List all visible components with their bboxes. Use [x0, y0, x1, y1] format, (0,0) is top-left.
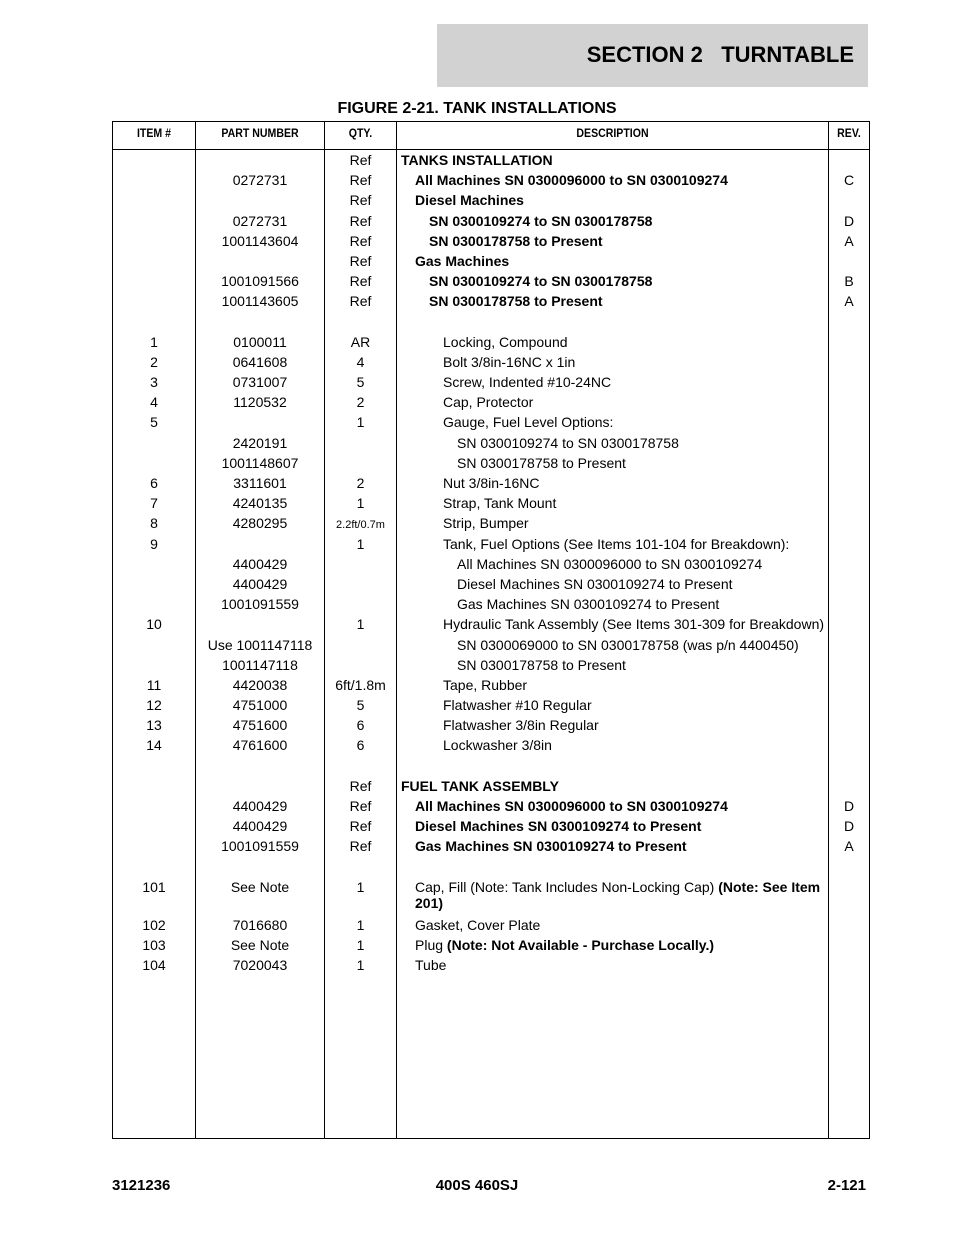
quantity: 1 [356, 878, 365, 895]
part-number: 1001143605 [221, 293, 299, 310]
table-row [113, 513, 869, 533]
parts-rows [113, 150, 869, 975]
item-number: 4 [150, 394, 158, 411]
part-number: 1120532 [233, 394, 287, 411]
description-text: Locking, Compound [443, 333, 568, 350]
description-text: Flatwasher #10 Regular [443, 697, 592, 714]
table-row [113, 574, 869, 594]
part-number: 1001091559 [221, 596, 299, 613]
description [401, 273, 825, 289]
description [401, 717, 825, 733]
description [401, 818, 825, 834]
item-number: 10 [146, 616, 162, 633]
description [401, 354, 825, 370]
quantity: 2 [356, 475, 365, 491]
part-number: 1001147118 [222, 656, 298, 673]
part-number: 1001091566 [221, 273, 299, 290]
quantity: Ref [349, 798, 372, 814]
part-number: 0100011 [233, 333, 287, 350]
description [401, 737, 825, 753]
part-number: 4420038 [232, 676, 288, 693]
description [401, 233, 825, 249]
part-number: 4751600 [232, 717, 288, 734]
section-title: SECTION 2 TURNTABLE [586, 42, 854, 67]
quantity: 4 [356, 353, 365, 370]
quantity: Ref [349, 293, 372, 310]
column-header-item: ITEM # [136, 126, 172, 140]
table-row [113, 735, 869, 755]
revision: A [844, 232, 854, 249]
revision: A [844, 293, 854, 310]
description-text: SN 0300178758 to Present [429, 232, 603, 249]
footer-page-number: 2-121 [827, 1177, 866, 1194]
description-text: Screw, Indented #10-24NC [443, 374, 612, 391]
description [401, 637, 825, 653]
description-text: SN 0300178758 to Present [429, 293, 603, 310]
description-text: All Machines SN 0300096000 to SN 0300109274 [457, 555, 763, 572]
description-text: Plug [415, 936, 447, 953]
description [401, 596, 825, 612]
table-row [113, 251, 869, 271]
description [401, 414, 825, 430]
description-text: Strap, Tank Mount [443, 495, 557, 512]
description-text: SN 0300109274 to SN 0300178758 [429, 212, 653, 229]
description-text: SN 0300178758 to Present [457, 454, 626, 471]
description-text: Diesel Machines [415, 192, 524, 209]
description-text: All Machines SN 0300096000 to SN 0300109274 [415, 172, 728, 189]
table-row [113, 453, 869, 473]
item-number: 12 [146, 697, 162, 714]
quantity: Ref [349, 838, 372, 855]
description [401, 475, 825, 491]
quantity: 1 [356, 936, 365, 953]
description [401, 374, 825, 390]
description [401, 677, 825, 693]
description-text: Gas Machines SN 0300109274 to Present [415, 838, 687, 855]
description [401, 213, 825, 229]
revision: D [843, 798, 855, 814]
table-row [113, 493, 869, 513]
description-text: Lockwasher 3/8in [443, 737, 552, 754]
description-text: Gas Machines SN 0300109274 to Present [457, 596, 720, 613]
quantity: 1 [356, 535, 365, 552]
table-row [113, 715, 869, 735]
description [401, 455, 825, 471]
parts-table [112, 121, 870, 1139]
revision: B [844, 273, 854, 290]
description [401, 556, 825, 572]
quantity: 1 [356, 957, 365, 974]
part-number: 0272731 [232, 172, 288, 189]
description-text: SN 0300178758 to Present [457, 656, 626, 673]
quantity: Ref [349, 212, 372, 229]
column-header-part-number: PART NUMBER [221, 126, 299, 140]
table-row [113, 231, 869, 251]
description-text: Nut 3/8in-16NC [443, 475, 540, 491]
column-header-description: DESCRIPTION [576, 126, 649, 140]
item-number: 104 [142, 957, 166, 974]
part-number: 4400429 [232, 575, 288, 592]
description [401, 838, 825, 854]
part-number: 4761600 [232, 737, 288, 754]
table-row [113, 935, 869, 955]
item-number: 103 [142, 936, 166, 953]
description [401, 616, 825, 632]
column-header-rev: REV. [837, 126, 861, 140]
description-text: Tape, Rubber [443, 676, 528, 693]
quantity: 1 [356, 495, 365, 512]
item-number: 7 [150, 495, 158, 512]
revision: D [843, 818, 855, 835]
description-text: Cap, Fill (Note: Tank Includes Non-Locking Cap) [415, 878, 719, 895]
description [401, 697, 825, 713]
quantity: 1 [356, 616, 365, 633]
description [401, 495, 825, 511]
table-row [113, 816, 869, 836]
part-number: See Note [230, 936, 290, 953]
description-text: Strip, Bumper [443, 515, 529, 532]
revision: C [843, 172, 855, 189]
description-text: Diesel Machines SN 0300109274 to Present [415, 818, 702, 835]
description-text: Flatwasher 3/8in Regular [443, 717, 599, 734]
description [401, 917, 825, 933]
table-row [113, 211, 869, 231]
figure-title: FIGURE 2-21. TANK INSTALLATIONS [337, 100, 617, 117]
description [401, 253, 825, 269]
part-number: 0641608 [232, 353, 288, 370]
description [401, 192, 825, 208]
blank-row [113, 312, 869, 332]
table-row [113, 473, 869, 493]
part-number: 4280295 [232, 515, 288, 532]
table-row [113, 412, 869, 432]
quantity: Ref [349, 818, 372, 835]
quantity: 2 [356, 394, 365, 411]
table-row [113, 372, 869, 392]
quantity: 5 [356, 374, 365, 391]
description-text: Diesel Machines SN 0300109274 to Present [457, 575, 733, 592]
table-row [113, 332, 869, 352]
quantity: AR [350, 333, 371, 350]
item-number: 2 [150, 353, 158, 370]
quantity: 6 [356, 717, 365, 734]
item-number: 102 [142, 916, 166, 933]
part-number: 4240135 [232, 495, 288, 512]
table-row [113, 675, 869, 695]
item-number: 13 [146, 717, 162, 734]
blank-row [113, 756, 869, 776]
revision: D [843, 212, 855, 229]
quantity: 1 [356, 414, 365, 431]
table-row [113, 150, 869, 170]
table-row [113, 877, 869, 915]
description-text: SN 0300109274 to SN 0300178758 [429, 273, 653, 290]
part-number: 1001143604 [221, 232, 299, 249]
description [401, 576, 825, 592]
part-number: See Note [230, 878, 290, 895]
table-row [113, 655, 869, 675]
description-text: Gasket, Cover Plate [415, 916, 541, 933]
quantity: 5 [356, 697, 365, 714]
description [401, 152, 825, 168]
quantity: Ref [349, 252, 372, 269]
description-text: SN 0300069000 to SN 0300178758 (was p/n 4400450) [457, 636, 799, 653]
table-row [113, 433, 869, 453]
quantity: Ref [349, 192, 372, 209]
quantity: Ref [349, 152, 372, 168]
blank-row [113, 857, 869, 877]
table-row [113, 695, 869, 715]
part-number: Use 1001147118 [207, 636, 313, 653]
quantity: 2.2ft/0.7m [336, 519, 385, 532]
column-header-qty: QTY. [348, 126, 373, 140]
part-number: 4751000 [232, 697, 288, 714]
table-row [113, 392, 869, 412]
table-row [113, 291, 869, 311]
item-number: 14 [146, 737, 162, 754]
description-note: (Note: Not Available - Purchase Locally.) [446, 936, 715, 953]
table-row [113, 534, 869, 554]
part-number: 7020043 [232, 957, 288, 974]
table-row [113, 594, 869, 614]
description-text: Tube [415, 957, 447, 974]
item-number: 1 [150, 333, 158, 350]
item-number: 6 [150, 475, 158, 491]
table-row [113, 635, 869, 655]
revision: A [844, 838, 854, 855]
description-text: All Machines SN 0300096000 to SN 0300109274 [415, 798, 728, 814]
description [401, 435, 825, 451]
description-note: (Note: See Item 201) [415, 878, 821, 911]
table-row [113, 352, 869, 372]
quantity: 6 [356, 737, 365, 754]
item-number: 101 [142, 878, 166, 895]
description-text: SN 0300109274 to SN 0300178758 [457, 434, 679, 451]
table-row [113, 190, 869, 210]
description [401, 879, 825, 911]
quantity: Ref [349, 273, 372, 290]
quantity: Ref [349, 172, 372, 189]
description [401, 334, 825, 350]
description-text: Tank, Fuel Options (See Items 101-104 for Breakdown): [443, 535, 790, 552]
description-text: Cap, Protector [443, 394, 534, 411]
quantity: Ref [349, 777, 372, 794]
description-text: Bolt 3/8in-16NC x 1in [443, 353, 576, 370]
part-number: 1001148607 [221, 454, 299, 471]
description [401, 536, 825, 552]
description [401, 657, 825, 673]
table-row [113, 796, 869, 816]
part-number: 3311601 [233, 475, 287, 491]
description [401, 778, 825, 794]
table-row [113, 614, 869, 634]
description-text: Gas Machines [415, 252, 510, 269]
description [401, 515, 825, 531]
footer-document-number: 3121236 [112, 1177, 171, 1194]
description-text: Hydraulic Tank Assembly (See Items 301-309 for Breakdown) [443, 616, 825, 633]
table-row [113, 915, 869, 935]
description [401, 293, 825, 309]
part-number: 7016680 [232, 916, 288, 933]
part-number: 0731007 [232, 374, 288, 391]
table-row [113, 170, 869, 190]
description [401, 937, 825, 953]
item-number: 11 [146, 676, 162, 693]
table-row [113, 955, 869, 975]
table-row [113, 836, 869, 856]
part-number: 4400429 [232, 555, 288, 572]
table-row [113, 776, 869, 796]
table-row [113, 271, 869, 291]
item-number: 8 [150, 515, 158, 532]
part-number: 1001091559 [221, 838, 299, 855]
part-number: 0272731 [232, 212, 288, 229]
description-text: FUEL TANK ASSEMBLY [401, 777, 559, 794]
quantity: 1 [356, 916, 365, 933]
description [401, 798, 825, 814]
part-number: 2420191 [232, 434, 288, 451]
table-row [113, 554, 869, 574]
description [401, 394, 825, 410]
part-number: 4400429 [232, 818, 288, 835]
item-number: 3 [150, 374, 158, 391]
quantity: 6ft/1.8m [335, 676, 386, 693]
description-text: Gauge, Fuel Level Options: [443, 414, 614, 431]
description [401, 957, 825, 973]
item-number: 5 [150, 414, 158, 431]
footer-model: 400S 460SJ [435, 1177, 519, 1194]
part-number: 4400429 [232, 798, 288, 814]
item-number: 9 [150, 535, 158, 552]
quantity: Ref [349, 232, 372, 249]
description [401, 172, 825, 188]
description-text: TANKS INSTALLATION [401, 152, 553, 168]
section-banner [437, 24, 868, 87]
